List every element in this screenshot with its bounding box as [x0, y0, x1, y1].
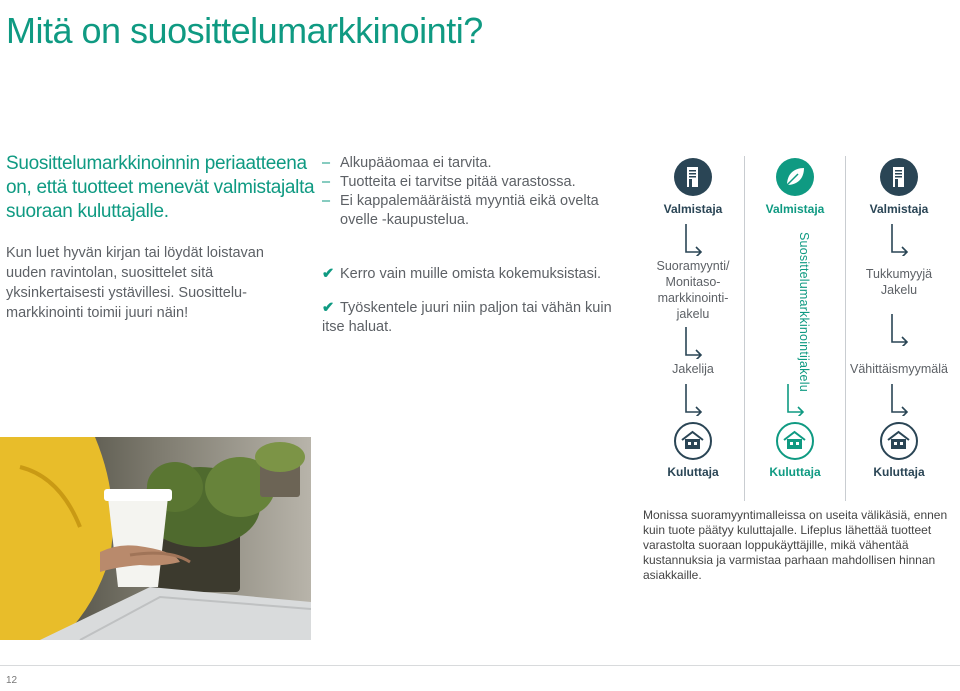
note-line: Monissa suoramyyntimalleissa on useita välikäsiä, ennen: [643, 508, 948, 522]
dash-list-item: – Ei kappalemääräistä myyntiä eikä ovelta: [322, 192, 622, 211]
middle-line: Tukkumyyjä: [865, 267, 933, 281]
col-1-bottom-label: Kuluttaja: [667, 465, 719, 479]
note-line: varastolta suoraan loppukäyttäjille, mikä vähentää: [643, 538, 909, 552]
house-icon: [880, 422, 918, 460]
check-text: itse haluat.: [322, 319, 393, 335]
col-2-bottom-label: Kuluttaja: [769, 465, 821, 479]
dash-list-item: – Alkupääomaa ei tarvita.: [322, 154, 622, 173]
dash-list-item-continuation: ovelle -kaupustelua.: [340, 212, 469, 228]
arrow-down-icon: [682, 222, 704, 256]
arrow-down-icon: [888, 382, 910, 416]
middle-line: markkinointi-: [657, 291, 729, 305]
lead-line: suoraan kuluttajalle.: [6, 201, 169, 222]
arrow-down-icon: [784, 382, 806, 416]
check-text: Kerro vain muille omista kokemuksistasi.: [340, 266, 602, 282]
lead-paragraph: [6, 152, 315, 224]
col-1-top-label: Valmistaja: [663, 202, 723, 216]
page-divider: [0, 665, 960, 666]
note-line: kuin tuote päätyy kuluttajalle. Lifeplus lähettää tuotteet: [643, 523, 932, 537]
factory-icon: [674, 158, 712, 196]
col-2-vertical-label: Suosittelumarkkinointijakelu: [797, 232, 811, 392]
body-line: yksinkertaisesti ystävillesi. Suosittelu-: [6, 285, 247, 301]
footnote: [643, 508, 958, 583]
middle-line: Jakelu: [880, 283, 918, 297]
body-line: markkinointi toimii juuri näin!: [6, 305, 189, 321]
leaf-icon: [776, 158, 814, 196]
divider: [845, 156, 846, 501]
col-1-middle2: Jakelija: [672, 362, 714, 376]
middle-line: Suoramyynti/: [656, 259, 730, 273]
col-3-top-label: Valmistaja: [869, 202, 929, 216]
coffee-laptop-photo: [0, 437, 311, 640]
check-text: Työskentele juuri niin paljon tai vähän kuin: [340, 300, 612, 316]
body-line: Kun luet hyvän kirjan tai löydät loistavan: [6, 245, 264, 261]
col-1-middle: [643, 258, 743, 322]
middle-line: jakelu: [676, 307, 710, 321]
col-3-middle: [849, 266, 949, 298]
lead-line: Suosittelumarkkinoinnin periaatteena: [6, 153, 307, 174]
arrow-down-icon: [682, 382, 704, 416]
house-icon: [674, 422, 712, 460]
dash-list-item: – Tuotteita ei tarvitse pitää varastossa.: [322, 173, 622, 192]
check-icon: ✔: [322, 300, 335, 316]
check-list-item: [322, 265, 632, 284]
note-line: kustannuksia ja varmistaa parhaan mahdollisen hinnan: [643, 553, 936, 567]
col-2-top-label: Valmistaja: [765, 202, 825, 216]
middle-line: Monitaso-: [665, 275, 721, 289]
check-list-item: [322, 299, 632, 337]
house-icon: [776, 422, 814, 460]
body-line: uuden ravintolan, suosittelet sitä: [6, 265, 214, 281]
body-paragraph: [6, 243, 306, 323]
dash-list: [322, 154, 622, 230]
page-title: Mitä on suosittelumarkkinointi?: [6, 10, 483, 51]
col-3-bottom-label: Kuluttaja: [873, 465, 925, 479]
arrow-down-icon: [888, 222, 910, 256]
col-3-middle2: Vähittäismyymälä: [850, 362, 948, 376]
lead-line: on, että tuotteet menevät valmistajalta: [6, 177, 315, 198]
check-list: [322, 265, 632, 352]
arrow-down-icon: [682, 325, 704, 359]
check-icon: ✔: [322, 266, 335, 282]
arrow-down-icon: [888, 312, 910, 346]
note-line: asiakkaille.: [643, 568, 702, 582]
page-number: 12: [6, 675, 18, 686]
factory-icon: [880, 158, 918, 196]
